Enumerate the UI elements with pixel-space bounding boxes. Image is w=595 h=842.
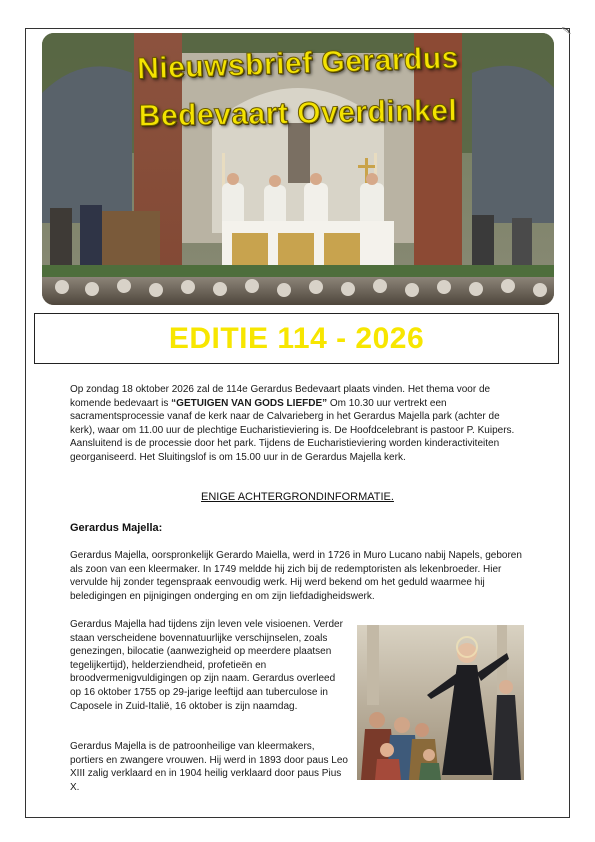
edition-box [34,313,559,364]
header-photo [42,33,554,305]
biography-paragraph-3: Gerardus Majella is de patroonheilige van kleermakers, portiers en zwangere vrouwen. Hij werd in 1893 door paus Leo XIII zalig verklaard en in 1904 heilig verklaard door paus Pius X. [70,741,348,793]
gerardus-subheading: Gerardus Majella: [70,522,163,534]
biography-paragraph-1: Gerardus Majella, oorspronkelijk Gerardo Maiella, werd in 1726 in Muro Lucano nabij Napels, geboren als zoon van een kleermaker. In 1749 meldde hij zich bij de redemptoristen als lekenbroeder. Hier vervulde hij zonder tegenspraak eenvoudig werk. Hij werd bekend om het geduld waarmee hij beledigingen en pijnigingen onderging en om zijn liefdadigheidswerk. [70,550,522,602]
page-corner-curl [562,24,572,34]
edition-label: EDITIE 114 - 2026 [168,321,425,355]
intro-text-part2: Om 10.30 uur vertrekt een sacramentsprocessie vanaf de kerk naar de Calvarieberg in het Gerardus Majella park (achter de kerk), waar om 11.00 uur de plechtige Eucharistieviering is. De Hoofdcelebrant is pastoor P. Kuipers. Aansluitend is de processie door het park. Tijdens de Eucharistieviering worden kinderactiviteiten georganiseerd. Het Sluitingslof is om 15.00 uur in de Gerardus Majella kerk. [70,397,515,463]
section-heading: ENIGE ACHTERGRONDINFORMATIE. [201,491,394,503]
newsletter-title-line2: Bedevaart Overdinkel [138,94,458,133]
gerardus-painting [357,625,524,780]
intro-theme: “GETUIGEN VAN GODS LIEFDE” [171,397,328,409]
saint-painting-image [357,625,524,780]
intro-paragraph [70,383,525,465]
biography-paragraph-2: Gerardus Majella had tijdens zijn leven vele visioenen. Verder staan verscheidene bovennatuurlijke verschijnselen, zoals genezingen, bilocatie (aanwezigheid op meerdere plaatsen tegelijkertijd), helderziendheid, profetieën en broodvermenigvuldigingen op zijn naam. Gerardus overleed op 16 oktober 1755 op 29-jarige leeftijd aan tuberculose in Caposele in Zuid-Italië, 16 oktober is zijn naamdag. [70,619,343,712]
newsletter-title-line1: Nieuwsbrief Gerardus [136,41,460,86]
intro-text-part1: Op zondag 18 oktober 2026 zal de 114e Gerardus Bedevaart plaats vinden. Het thema voor de komende bedevaart is [70,384,491,409]
